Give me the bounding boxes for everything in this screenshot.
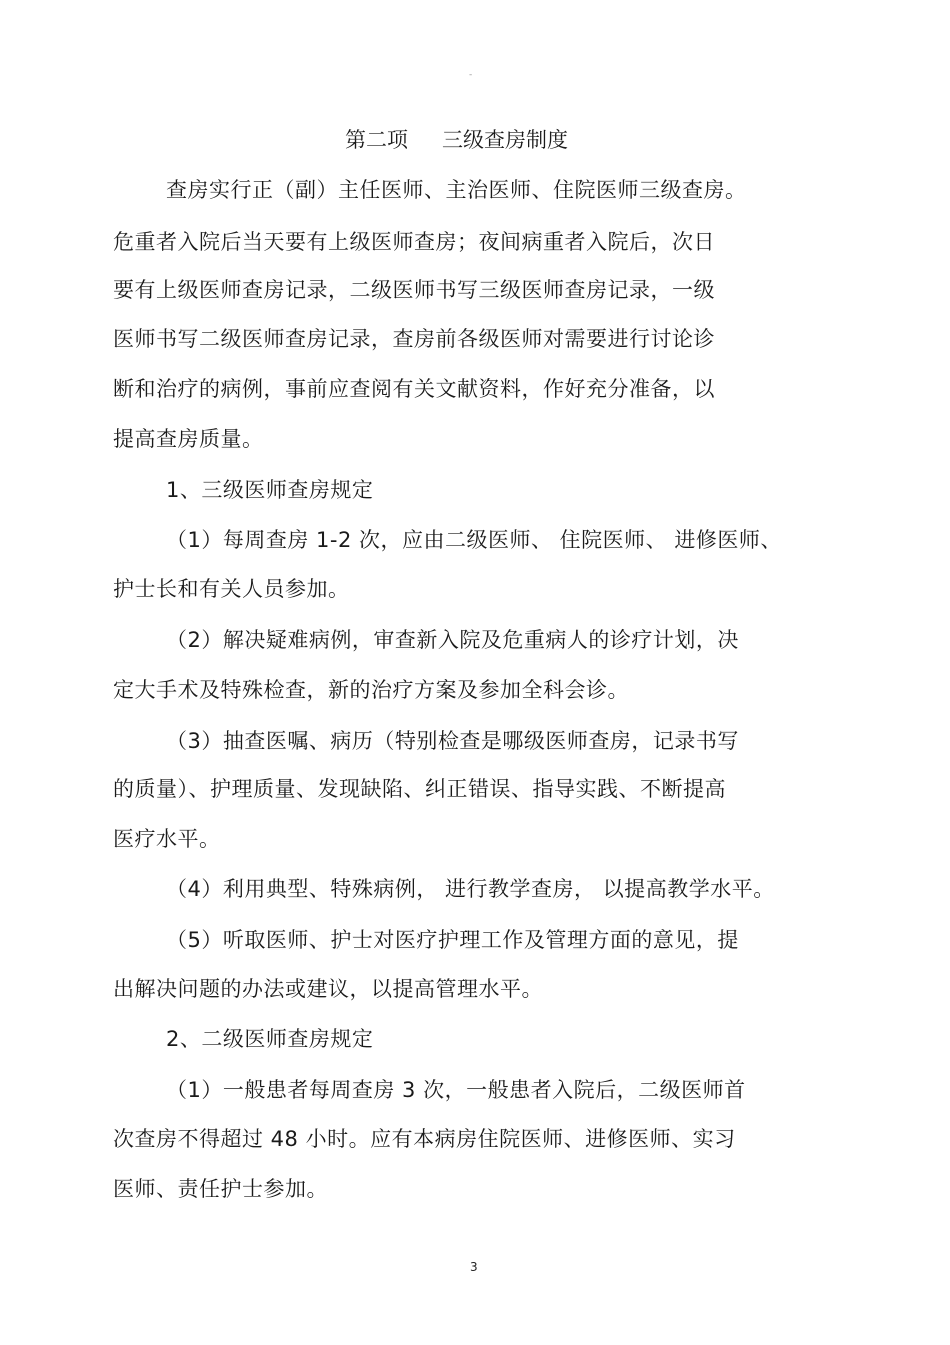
paragraph-line: （5）听取医师、护士对医疗护理工作及管理方面的意见，提 — [166, 928, 739, 952]
paragraph-line: 断和治疗的病例，事前应查阅有关文献资料，作好充分准备，以 — [113, 377, 715, 401]
section-heading: 1、三级医师查房规定 — [166, 478, 374, 502]
paragraph-line: （1）每周查房 1-2 次，应由二级医师、 住院医师、 进修医师、 — [166, 528, 782, 552]
paragraph-line: 危重者入院后当天要有上级医师查房；夜间病重者入院后，次日 — [113, 230, 715, 254]
paragraph-line: 提高查房质量。 — [113, 427, 264, 451]
paragraph-line: 要有上级医师查房记录，二级医师书写三级医师查房记录，一级 — [113, 278, 715, 302]
paragraph-line: 定大手术及特殊检查，新的治疗方案及参加全科会诊。 — [113, 678, 629, 702]
section-heading: 2、二级医师查房规定 — [166, 1027, 374, 1051]
paragraph-line: （2）解决疑难病例，审查新入院及危重病人的诊疗计划，决 — [166, 628, 739, 652]
paragraph-line: （1）一般患者每周查房 3 次，一般患者入院后，二级医师首 — [166, 1078, 746, 1102]
page-title — [345, 126, 568, 154]
title-part-number: 第二项 — [345, 128, 408, 152]
header-mark: - — [469, 70, 473, 80]
paragraph-line: 护士长和有关人员参加。 — [113, 577, 350, 601]
paragraph-line: 查房实行正（副）主任医师、主治医师、住院医师三级查房。 — [166, 178, 747, 202]
paragraph-line: 的质量）、护理质量、发现缺陷、纠正错误、指导实践、不断提高 — [113, 777, 726, 801]
paragraph-line: 次查房不得超过 48 小时。应有本病房住院医师、进修医师、实习 — [113, 1127, 736, 1151]
paragraph-line: （4）利用典型、特殊病例， 进行教学查房， 以提高教学水平。 — [166, 877, 775, 901]
title-part-name: 三级查房制度 — [442, 128, 568, 152]
paragraph-line: 医师书写二级医师查房记录，查房前各级医师对需要进行讨论诊 — [113, 327, 715, 351]
paragraph-line: （3）抽查医嘱、病历（特别检查是哪级医师查房，记录书写 — [166, 729, 739, 753]
paragraph-line: 医师、责任护士参加。 — [113, 1177, 328, 1201]
paragraph-line: 出解决问题的办法或建议，以提高管理水平。 — [113, 977, 543, 1001]
page-number: 3 — [470, 1260, 478, 1274]
paragraph-line: 医疗水平。 — [113, 827, 221, 851]
